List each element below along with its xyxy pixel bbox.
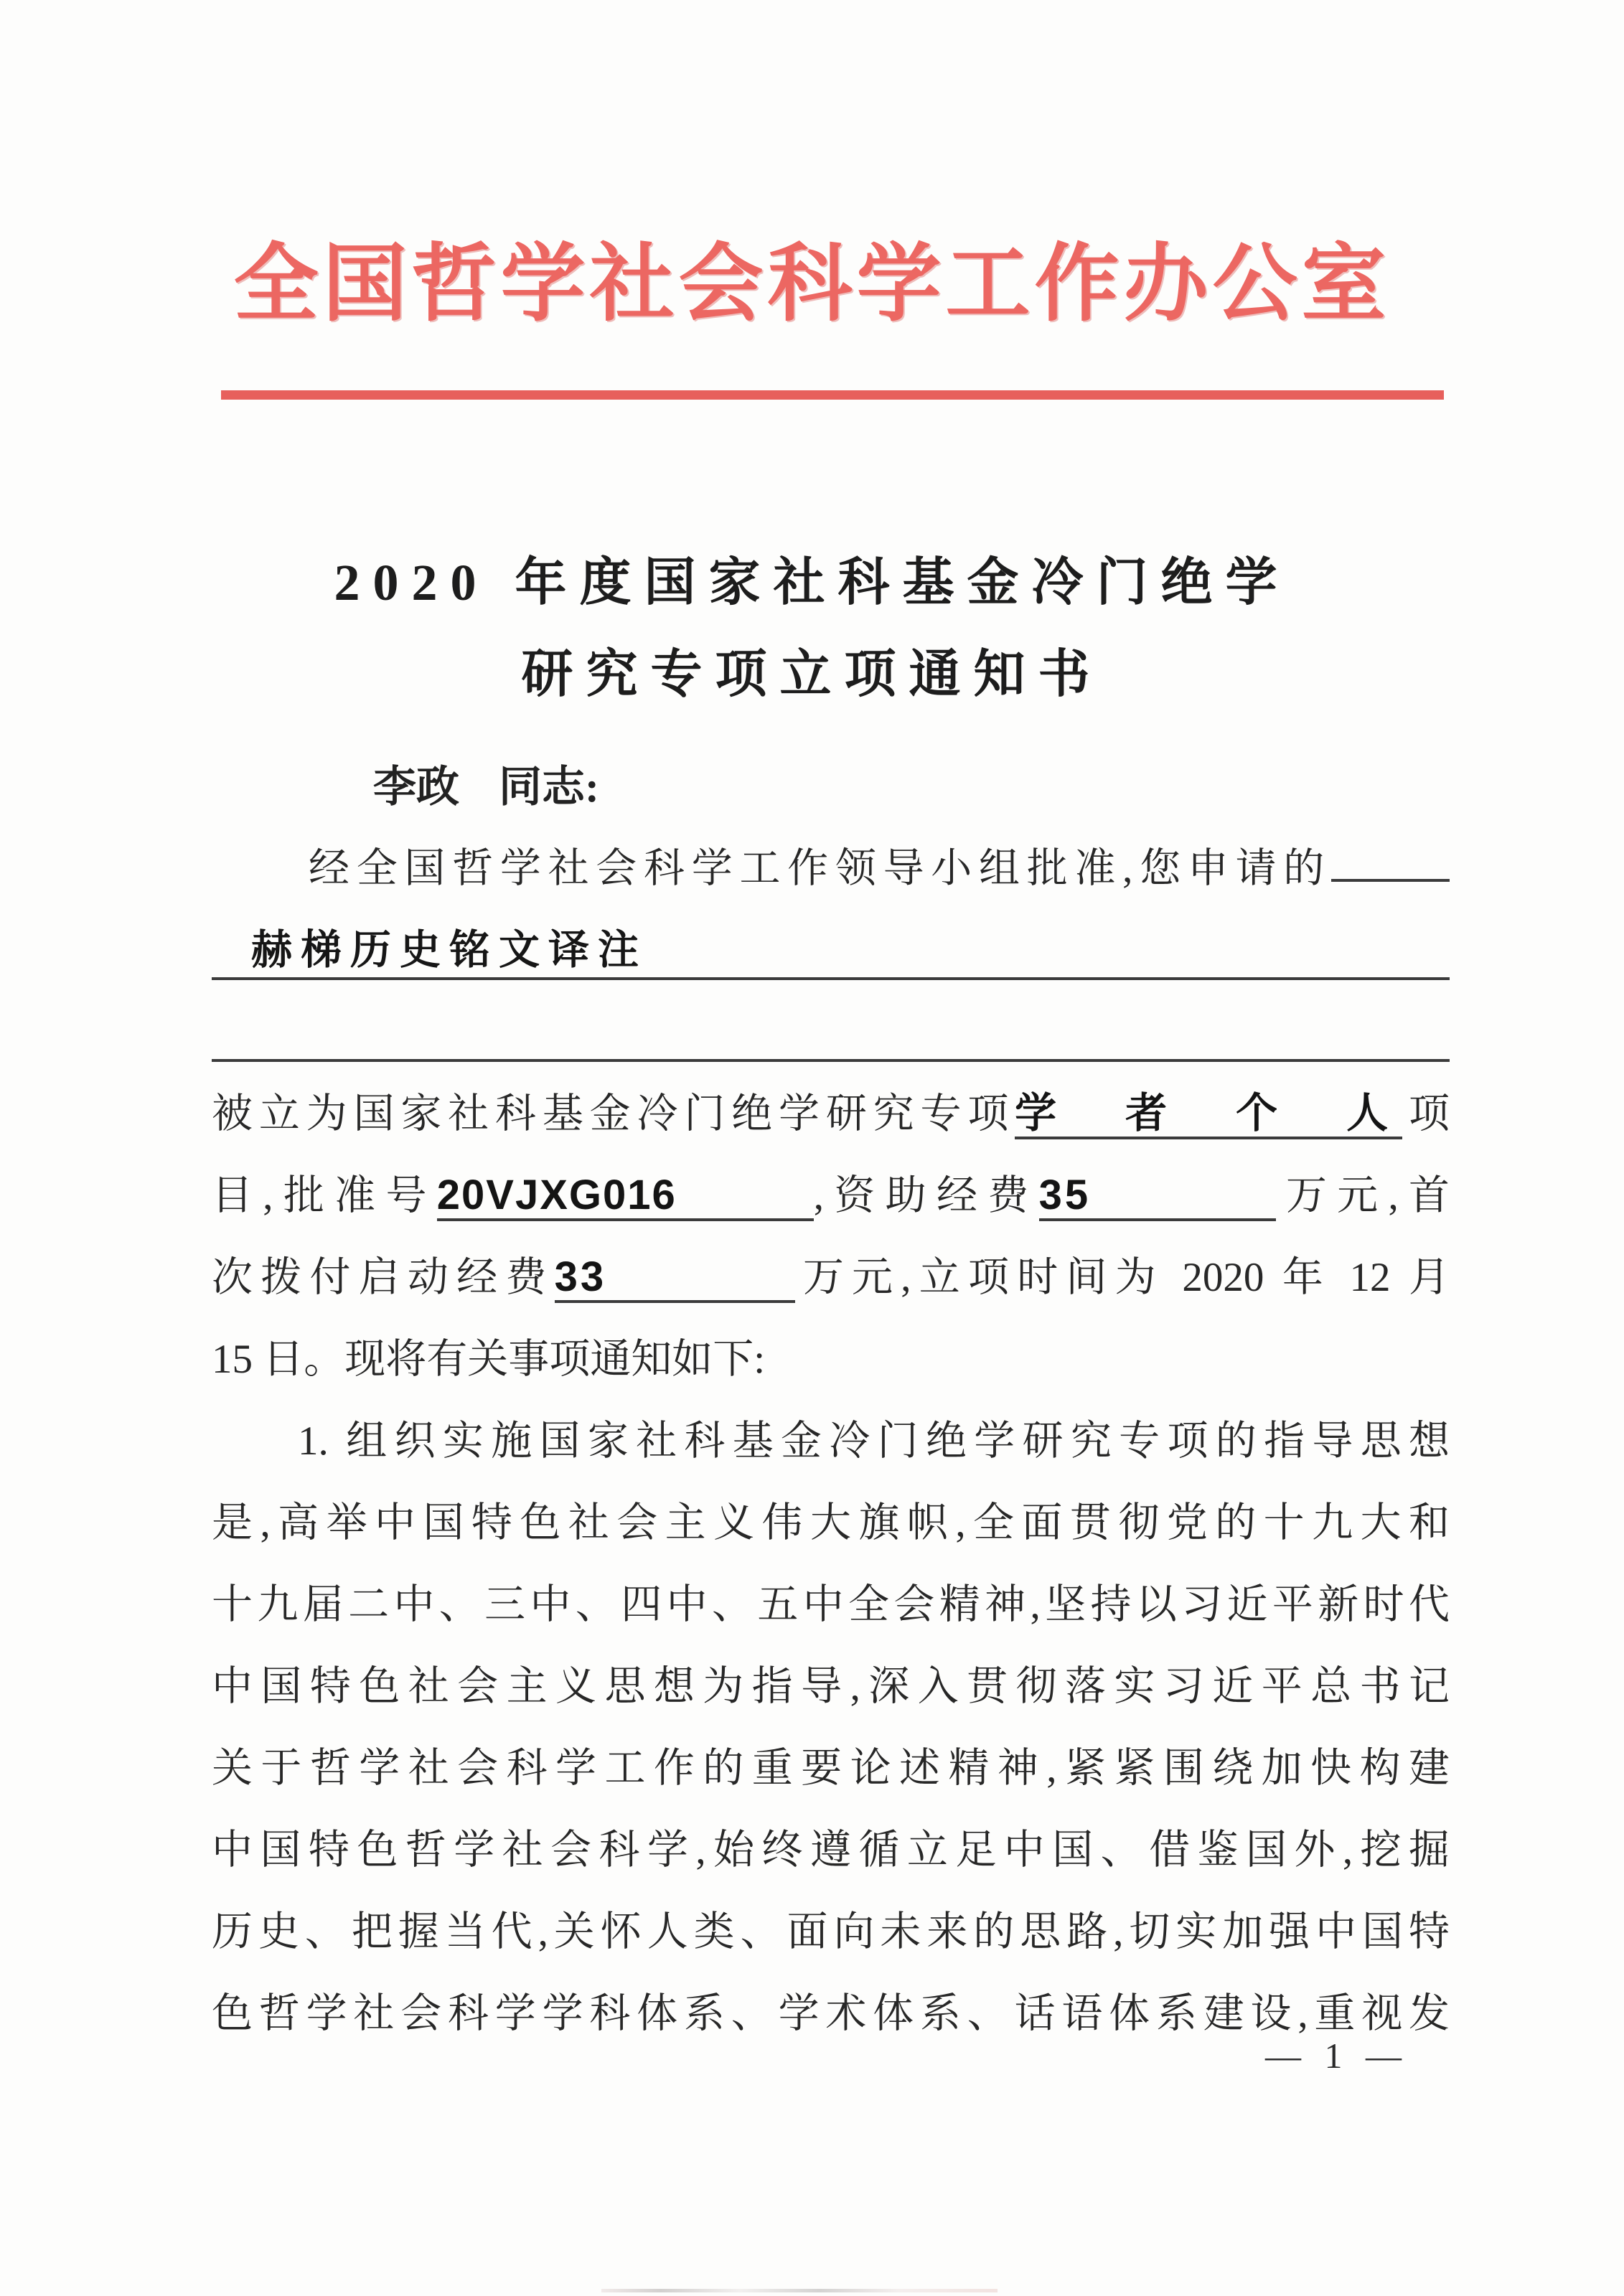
project-type-blank <box>1015 1091 1402 1139</box>
blank-continuation-line <box>212 992 1450 1073</box>
letter-body <box>212 746 1450 2055</box>
funding-amount-blank <box>1039 1172 1276 1221</box>
scan-edge-artifact <box>601 2289 998 2292</box>
document-title <box>0 537 1624 720</box>
salutation-line <box>212 746 1450 828</box>
startup-funding-line <box>212 1237 1450 1319</box>
date-line <box>212 1319 1450 1401</box>
approval-number-blank <box>437 1172 814 1221</box>
page-number: — 1 — <box>1265 2036 1409 2076</box>
apply-prefix-text: 经全国哲学社会科学工作领导小组批准,您申请的 <box>309 846 1331 891</box>
paragraph-line: 是,高举中国特色社会主义伟大旗帜,全面贯彻党的十九大和 <box>212 1500 1450 1545</box>
document-title-line-1: 2020 年度国家社科基金冷门绝学 <box>334 554 1290 611</box>
paragraph-line: 历史、把握当代,关怀人类、面向未来的思路,切实加强中国特 <box>212 1909 1450 1954</box>
project-title-value: 赫梯历史铭文译注 <box>251 928 647 973</box>
paragraph-line: 中国特色社会主义思想为指导,深入贯彻落实习近平总书记 <box>212 1664 1450 1709</box>
approval-number-line <box>212 1155 1450 1237</box>
startup-label-text: 次拨付启动经费 <box>212 1255 555 1300</box>
funding-label-text: ,资助经费 <box>813 1173 1039 1218</box>
approved-prefix-text: 被立为国家社科基金冷门绝学研究专项 <box>212 1091 1015 1137</box>
paragraph-line: 十九届二中、三中、四中、五中全会精神,坚持以习近平新时代 <box>212 1582 1450 1627</box>
letterhead-rule <box>221 390 1444 400</box>
funding-amount-value: 35 <box>1038 1172 1092 1218</box>
project-type-value: 学者个人 <box>1015 1090 1403 1137</box>
date-line-text: 15 日。现将有关事项通知如下: <box>212 1337 766 1382</box>
org-header-title: 全国哲学社会科学工作办公室 <box>233 237 1391 331</box>
approved-line <box>212 1073 1450 1155</box>
apply-line <box>212 828 1450 910</box>
startup-amount-value: 33 <box>554 1253 607 1300</box>
project-title-blank-start <box>1331 833 1450 882</box>
startup-suffix-text: 万元,立项时间为 2020 年 12 月 <box>794 1255 1450 1300</box>
approved-suffix-text: 项 <box>1402 1091 1450 1137</box>
form-underline <box>212 977 1450 980</box>
recipient-name: 李政 <box>373 763 459 811</box>
approval-number-value: 20VJXG016 <box>436 1172 677 1218</box>
startup-amount-blank <box>555 1254 795 1303</box>
paragraph-line: 关于哲学社会科学工作的重要论述精神,紧紧围绕加快构建 <box>212 1746 1450 1791</box>
form-underline <box>212 1059 1450 1062</box>
paragraph-line: 1. 组织实施国家社科基金冷门绝学研究专项的指导思想 <box>298 1418 1450 1464</box>
paragraph-line: 中国特色哲学社会科学,始终遵循立足中国、借鉴国外,挖掘 <box>212 1827 1450 1873</box>
project-title-line <box>212 910 1450 992</box>
document-title-line-2: 研究专项立项通知书 <box>521 646 1103 703</box>
paragraph-line: 色哲学社会科学学科体系、学术体系、话语体系建设,重视发 <box>212 1991 1450 2036</box>
salutation-suffix: 同志: <box>499 763 599 811</box>
funding-suffix-text: 万元,首 <box>1275 1173 1450 1218</box>
approval-label-text: 目,批准号 <box>212 1173 437 1218</box>
